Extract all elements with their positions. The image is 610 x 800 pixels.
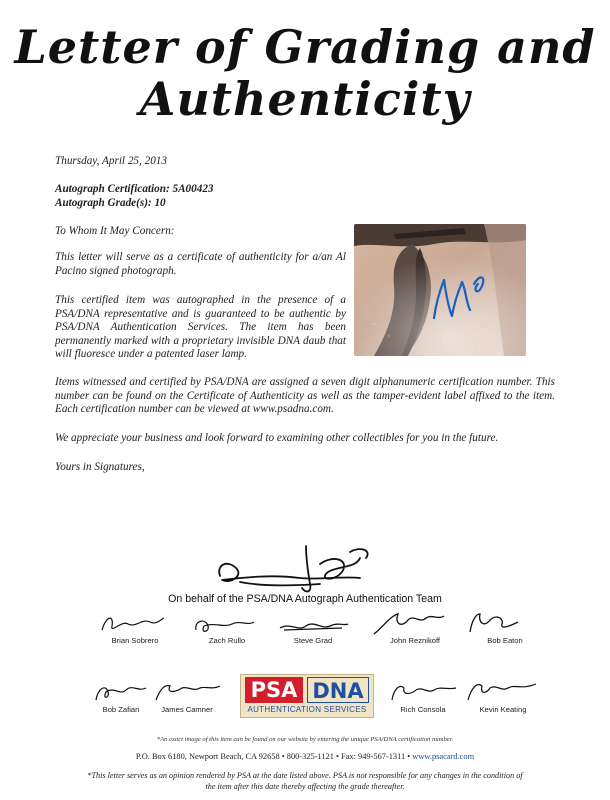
signer-name: Kevin Keating [479, 705, 527, 714]
paragraph-4: We appreciate your business and look forward to examining other collectibles for you in the future. [55, 432, 499, 444]
paragraph-3: Items witnessed and certified by PSA/DNA are assigned a seven digit alphanumeric certification number. This number can be found on the Certificate of Authenticity as well as the tamper-evident label affixed to the item. Each certification number can be viewed at www.psadna.com. [55, 376, 555, 416]
signer-name: James Camner [161, 705, 213, 714]
team-signature [210, 538, 410, 598]
website-link[interactable]: www.psacard.com [412, 752, 475, 761]
signed-photograph [354, 224, 526, 356]
signer-name: Steve Grad [293, 636, 333, 645]
signer-name: Zach Rullo [208, 636, 246, 645]
title-line-2: Authenticity [139, 72, 471, 126]
address-text: P.O. Box 6180, Newport Beach, CA 92658 • 800-325-1121 • Fax: 949-567-1311 • [135, 752, 411, 761]
signer-name: Brian Sobrero [111, 636, 159, 645]
disclaimer-line-1: *This letter serves as an opinion rendered by PSA at the date listed above. PSA is not responsible for any changes in the condition of [87, 771, 523, 780]
footer-address [0, 752, 610, 761]
signature-steve-grad [276, 614, 352, 638]
team-caption: On behalf of the PSA/DNA Autograph Authentication Team [168, 593, 442, 605]
signature-brian-sobrero [98, 610, 168, 638]
signature-rich-consola [386, 678, 462, 706]
closing: Yours in Signatures, [55, 461, 145, 473]
signer-name: Bob Eaton [487, 636, 523, 645]
signer-name: Bob Zafian [102, 705, 140, 714]
letter-date: Thursday, April 25, 2013 [55, 155, 167, 167]
logo-psa-text: PSA [245, 677, 303, 703]
salutation: To Whom It May Concern: [55, 225, 175, 237]
certification-number: Autograph Certification: 5A00423 [55, 183, 214, 195]
paragraph-1: This letter will serve as a certificate of authenticity for a/an Al Pacino signed photograph. [55, 251, 346, 277]
autograph-grade: Autograph Grade(s): 10 [55, 197, 166, 209]
title-line-1: Letter of Grading and [14, 20, 596, 74]
logo-services-text: AUTHENTICATION SERVICES [247, 705, 367, 714]
signature-john-reznikoff [368, 608, 448, 638]
signature-james-camner [150, 678, 226, 706]
signature-kevin-keating [462, 676, 542, 706]
signature-zach-rullo [190, 612, 260, 638]
footer-note: *An exact image of this item can be found on our website by entering the unique PSA/DNA certification number. [156, 736, 454, 743]
disclaimer-line-2: the item after this date thereby affecting the grade thereafter. [205, 782, 405, 791]
photo-image [354, 224, 526, 356]
signature-bob-zafian [90, 678, 150, 706]
paragraph-2: This certified item was autographed in the presence of a PSA/DNA representative and is guaranteed to be authentic by PSA/DNA Authentication Services. The item has been permanently marked with a proprietary invisible DNA daub that will fluoresce under a patented laser lamp. [55, 294, 346, 361]
signer-name: Rich Consola [400, 705, 446, 714]
psa-dna-logo [240, 674, 374, 718]
logo-dna-text: DNA [307, 677, 369, 703]
signature-bob-eaton [462, 608, 522, 638]
signer-name: John Reznikoff [389, 636, 441, 645]
